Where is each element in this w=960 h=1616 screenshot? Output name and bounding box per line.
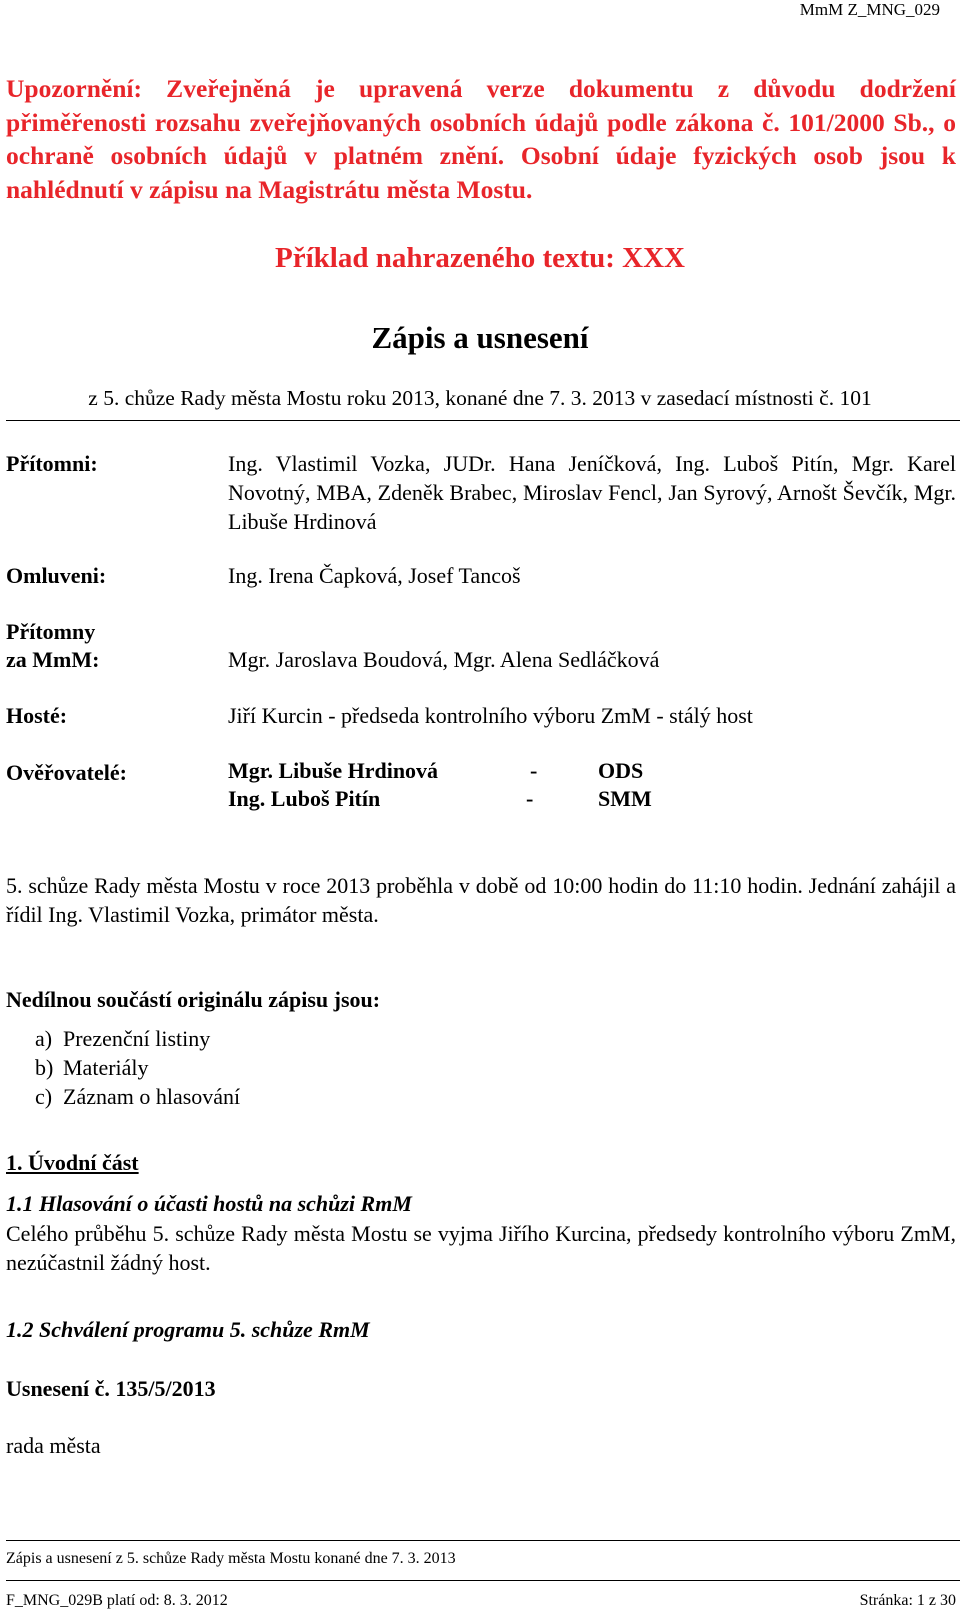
resolution-number: Usnesení č. 135/5/2013 — [6, 1376, 216, 1401]
mmm-value: Mgr. Jaroslava Boudová, Mgr. Alena Sedláčková — [228, 647, 660, 672]
footer-divider — [6, 1580, 960, 1581]
resolution-body: rada města — [6, 1433, 101, 1458]
footer-page-number: Stránka: 1 z 30 — [859, 1592, 956, 1609]
verifiers-label: Ověřovatelé: — [6, 760, 127, 785]
excused-value: Ing. Irena Čapková, Josef Tancoš — [228, 563, 521, 588]
verifier-name: Mgr. Libuše Hrdinová — [228, 758, 439, 783]
section-1-2-heading: 1.2 Schválení programu 5. schůze RmM — [6, 1317, 370, 1342]
page-subtitle: z 5. chůze Rady města Mostu roku 2013, konané dne 7. 3. 2013 v zasedací místnosti č. 101 — [88, 386, 872, 410]
header-divider — [6, 420, 960, 421]
section-1-heading: 1. Úvodní část — [6, 1150, 139, 1175]
list-item: b) Materiály — [35, 1055, 149, 1080]
verifier-name: Ing. Luboš Pitín — [228, 786, 381, 811]
meeting-info: 5. schůze Rady města Mostu v roce 2013 proběhla v době od 10:00 hodin do 11:10 hodin. Jednání zahájil a řídil Ing. Vlastimil Vozka, primátor města. — [6, 873, 956, 927]
list-item: a) Prezenční listiny — [35, 1026, 211, 1051]
verifier-party: SMM — [598, 786, 652, 811]
verifier-dash: - — [526, 786, 534, 811]
guests-label: Hosté: — [6, 703, 68, 728]
section-1-1-text: Celého průběhu 5. schůze Rady města Mostu se vyjma Jiřího Kurcina, předsedy kontrolního výboru ZmM, nezúčastnil žádný host. — [6, 1221, 956, 1275]
present-value: Ing. Vlastimil Vozka, JUDr. Hana Jeníčková, Ing. Luboš Pitín, Mgr. Karel Novotný, MBA, Zdeněk Brabec, Miroslav Fencl, Jan Syrový, Arnošt Ševčík, Mgr. Libuše Hrdinová — [228, 451, 956, 534]
list-item: c) Záznam o hlasování — [35, 1084, 241, 1109]
privacy-warning: Upozornění: Zveřejněná je upravená verze dokumentu z důvodu dodržení přiměřenosti rozsahu zveřejňovaných osobních údajů podle zákona č. 101/2000 Sb., o ochraně osobních údajů v platném znění. Osobní údaje fyzických osob jsou k nahlédnutí v zápisu na Magistrátu města Mostu. — [6, 74, 956, 204]
page-title: Zápis a usnesení — [371, 320, 589, 355]
mmm-label-line2: za MmM: — [6, 647, 100, 672]
section-1-1-heading: 1.1 Hlasování o účasti hostů na schůzi RmM — [6, 1191, 412, 1216]
guests-value: Jiří Kurcin - předseda kontrolního výboru ZmM - stálý host — [228, 703, 753, 728]
integral-parts-heading: Nedílnou součástí originálu zápisu jsou: — [6, 987, 381, 1012]
footer-title: Zápis a usnesení z 5. schůze Rady města Mostu konané dne 7. 3. 2013 — [6, 1550, 456, 1567]
document-code: MmM Z_MNG_029 — [799, 0, 940, 19]
footer-divider — [6, 1540, 960, 1541]
present-label: Přítomni: — [6, 451, 98, 476]
footer-form-code: F_MNG_029B platí od: 8. 3. 2012 — [6, 1592, 228, 1609]
verifier-dash: - — [530, 758, 538, 783]
verifier-party: ODS — [598, 758, 644, 783]
mmm-label-line1: Přítomny — [6, 619, 96, 644]
excused-label: Omluveni: — [6, 563, 107, 588]
replacement-example: Příklad nahrazeného textu: XXX — [274, 242, 685, 274]
